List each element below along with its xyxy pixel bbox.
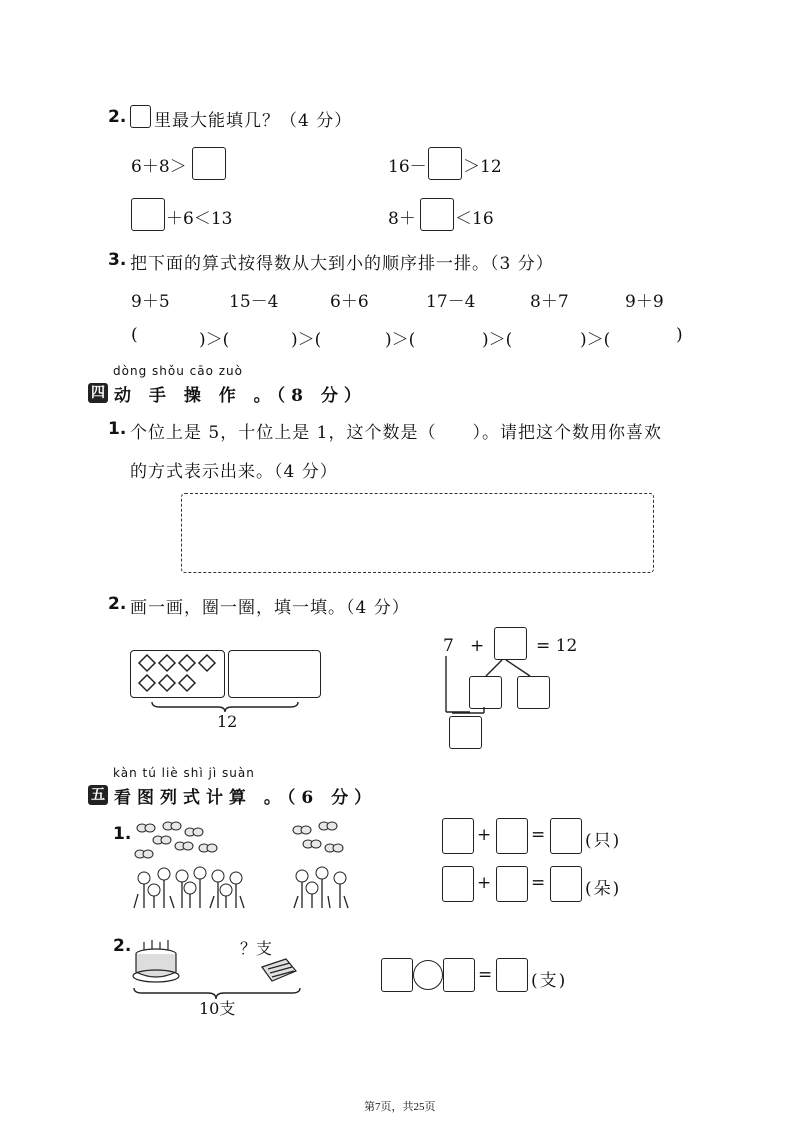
s5-q2-number: 2. — [113, 936, 132, 956]
s5-q1-eq2-plus: + — [477, 873, 492, 893]
s4-q1-number: 1. — [108, 419, 127, 439]
q3-expr-1: 9＋5 — [131, 292, 170, 312]
s5-q1-number: 1. — [113, 824, 132, 844]
q2-item-2-answer-box[interactable] — [428, 147, 462, 180]
s4-q1-line2: 的方式表示出来。（4 分） — [130, 462, 338, 482]
q2-item-4-right: ＜16 — [455, 209, 494, 229]
q3-expr-2: 15－4 — [229, 292, 279, 312]
q3-answer-slot-5[interactable]: )＞( — [580, 330, 611, 350]
diamond-icons — [131, 651, 226, 699]
q3-answer-slot-2[interactable]: )＞( — [291, 330, 322, 350]
q3-expr-5: 8＋7 — [530, 292, 569, 312]
s5-q1-eq2-box-b[interactable] — [496, 866, 528, 902]
s5-q2-box-b[interactable] — [443, 958, 475, 992]
s4-q2-brace-label: 12 — [217, 712, 238, 731]
q2-item-1-answer-box[interactable] — [192, 147, 226, 180]
s4-q2-diamond-box — [130, 650, 225, 698]
section4-title: 动 手 操 作 。（8 分） — [114, 386, 367, 406]
section4-pinyin: dòng shǒu cāo zuò — [113, 364, 243, 378]
s4-q2-plus: + — [470, 636, 485, 656]
page-footer: 第7页，共25页 — [364, 1101, 436, 1113]
s4-q1-line1: 个位上是 5，十位上是 1，这个数是（ ）。请把这个数用你喜欢 — [130, 423, 662, 443]
section4-badge: 四 — [88, 383, 108, 403]
s5-q1-eq2-equals: = — [531, 873, 546, 893]
cake-icon — [130, 938, 182, 984]
q2-item-4-answer-box[interactable] — [420, 198, 454, 231]
s5-q2-unit: (支) — [531, 971, 568, 991]
s5-q1-eq2-box-c[interactable] — [550, 866, 582, 902]
s5-q1-eq1-box-a[interactable] — [442, 818, 474, 854]
q2-item-2-left: 16－ — [388, 157, 427, 177]
q3-answer-slot-4[interactable]: )＞( — [482, 330, 513, 350]
s5-q2-equals: = — [478, 965, 493, 985]
q3-answer-slot-1[interactable]: )＞( — [199, 330, 230, 350]
q3-expr-3: 6＋6 — [330, 292, 369, 312]
section5-title: 看图列式计算 。（6 分） — [114, 788, 378, 808]
s5-q2-box-a[interactable] — [381, 958, 413, 992]
q3-answer-slot-3[interactable]: )＞( — [385, 330, 416, 350]
section5-badge: 五 — [88, 785, 108, 805]
q2-sample-box — [130, 105, 151, 128]
s5-q1-eq1-box-b[interactable] — [496, 818, 528, 854]
q2-item-3-answer-box[interactable] — [131, 198, 165, 231]
butterflies-flowers-illustration — [130, 818, 355, 910]
q2-item-1-left: 6＋8＞ — [131, 157, 187, 177]
s5-q1-eq2-box-a[interactable] — [442, 866, 474, 902]
s4-q2-result: = 12 — [536, 636, 578, 656]
q3-answer-paren-close: ) — [676, 325, 683, 345]
s4-q2-number: 2. — [108, 594, 127, 614]
s5-q2-operator-circle[interactable] — [413, 960, 443, 990]
q2-item-3-right: ＋6＜13 — [166, 209, 233, 229]
q3-answer-paren-open: ( — [131, 325, 138, 345]
s5-q1-eq1-box-c[interactable] — [550, 818, 582, 854]
s4-q1-drawing-area[interactable] — [181, 493, 654, 573]
s5-q1-eq1-equals: = — [531, 825, 546, 845]
s4-q2-empty-box[interactable] — [228, 650, 321, 698]
s5-q1-unit1: (只) — [585, 831, 622, 851]
q3-number: 3. — [108, 250, 127, 270]
s5-q2-box-c[interactable] — [496, 958, 528, 992]
q3-text: 把下面的算式按得数从大到小的顺序排一排。（3 分） — [130, 254, 554, 274]
q2-item-2-right: ＞12 — [463, 157, 502, 177]
s5-q2-question: ？支 — [240, 939, 273, 958]
s4-q2-seven: 7 — [443, 636, 454, 656]
q3-expr-4: 17－4 — [426, 292, 476, 312]
s4-q2-split-box-right[interactable] — [517, 676, 550, 709]
s5-q1-unit2: (朵) — [585, 879, 622, 899]
s5-q2-total: 10支 — [199, 999, 236, 1018]
s5-q1-eq1-plus: + — [477, 825, 492, 845]
q2-number: 2. — [108, 107, 127, 127]
q2-item-4-left: 8＋ — [388, 209, 416, 229]
candle-box-icon — [258, 955, 300, 985]
s4-q2-text: 画一画，圈一圈，填一填。（4 分） — [130, 598, 410, 618]
q2-text: 里最大能填几？（4 分） — [154, 111, 353, 131]
section5-pinyin: kàn tú liè shì jì suàn — [113, 766, 255, 780]
s4-q2-sum-box[interactable] — [449, 716, 482, 749]
q3-expr-6: 9＋9 — [625, 292, 664, 312]
